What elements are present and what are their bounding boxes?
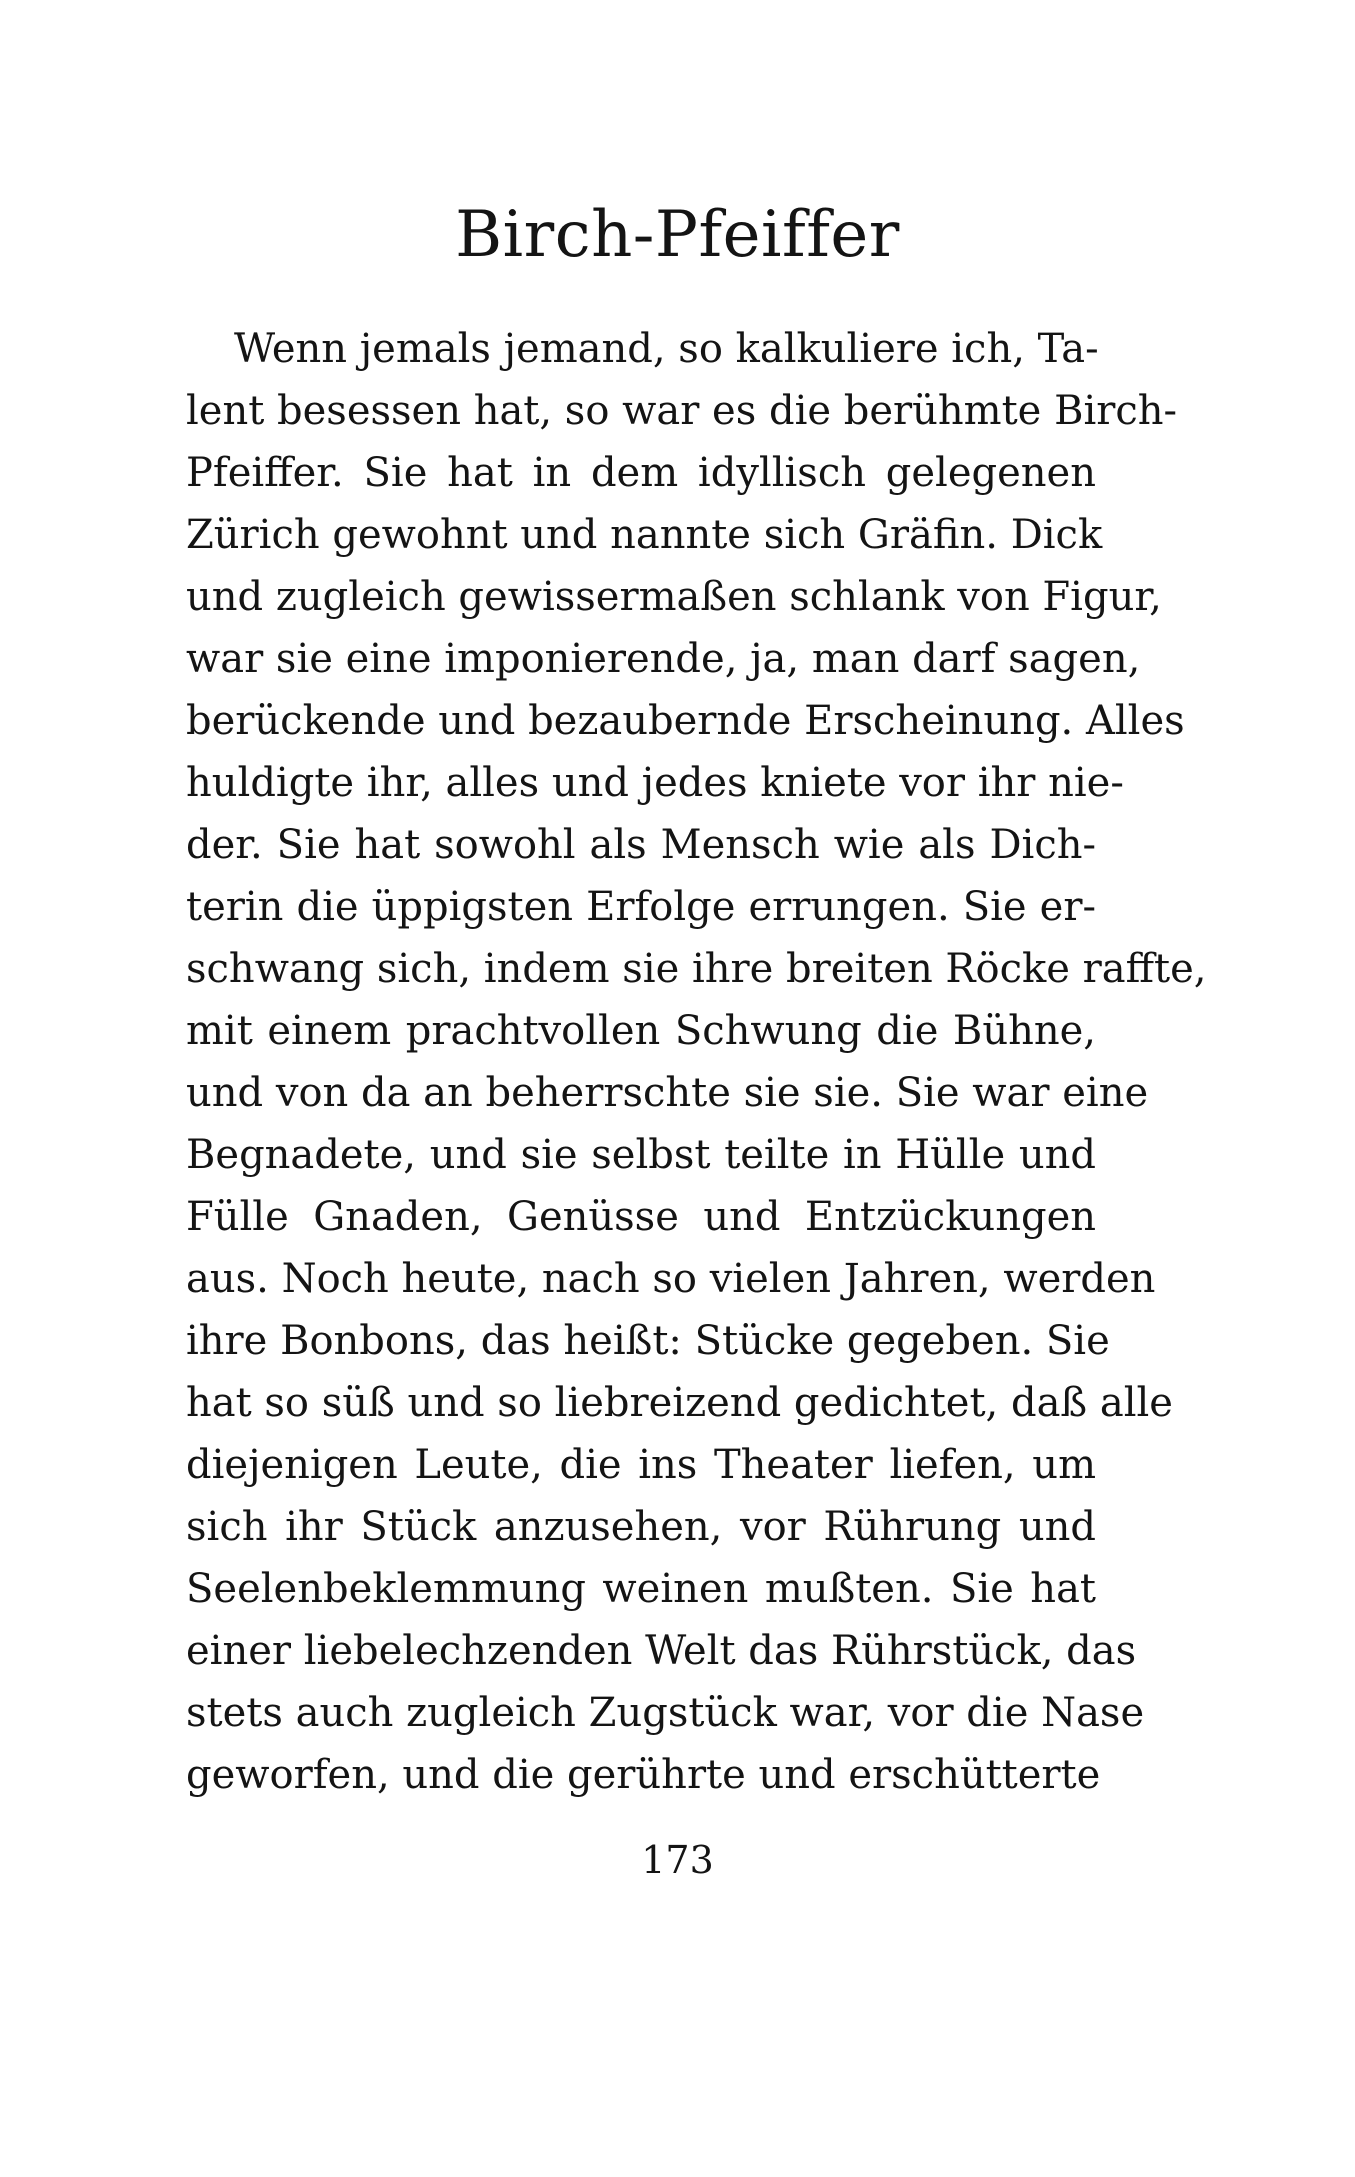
- body-text: [186, 318, 1207, 1806]
- page-number: 173: [641, 1838, 714, 1882]
- text-line: ihre Bonbons, das heißt: Stücke gegeben. Sie: [186, 1318, 1110, 1364]
- text-line: und zugleich gewissermaßen schlank von Figur,: [186, 574, 1162, 620]
- text-line: berückende und bezaubernde Erscheinung. Alles: [186, 698, 1185, 744]
- text-line: diejenigen Leute, die ins Theater liefen, um: [186, 1442, 1096, 1488]
- text-line: und von da an beherrschte sie sie. Sie war eine: [186, 1070, 1149, 1116]
- text-line: sich ihr Stück anzusehen, vor Rührung und: [186, 1504, 1096, 1550]
- text-line: Zürich gewohnt und nannte sich Gräfin. Dick: [186, 512, 1103, 558]
- text-line: einer liebelechzenden Welt das Rührstück, das: [186, 1628, 1137, 1674]
- chapter-title: Birch-Pfeiffer: [455, 198, 900, 272]
- text-line: der. Sie hat sowohl als Mensch wie als Dich-: [186, 822, 1096, 868]
- text-line: stets auch zugleich Zugstück war, vor die Nase: [186, 1690, 1145, 1736]
- text-line: mit einem prachtvollen Schwung die Bühne,: [186, 1008, 1096, 1054]
- text-line: Wenn jemals jemand, so kalkuliere ich, Ta-: [234, 326, 1099, 372]
- text-line: Begnadete, und sie selbst teilte in Hülle und: [186, 1132, 1096, 1178]
- text-line: war sie eine imponierende, ja, man darf sagen,: [186, 636, 1141, 682]
- text-line: Fülle Gnaden, Genüsse und Entzückungen: [186, 1194, 1096, 1240]
- text-line: terin die üppigsten Erfolge errungen. Sie er-: [186, 884, 1096, 930]
- text-line: Seelenbeklemmung weinen mußten. Sie hat: [186, 1566, 1096, 1612]
- text-line: lent besessen hat, so war es die berühmte Birch-: [186, 388, 1178, 434]
- text-line: aus. Noch heute, nach so vielen Jahren, werden: [186, 1256, 1156, 1302]
- text-line: geworfen, und die gerührte und erschütterte: [186, 1752, 1101, 1798]
- text-line: Pfeiffer. Sie hat in dem idyllisch gelegenen: [186, 450, 1096, 496]
- text-line: huldigte ihr, alles und jedes kniete vor ihr nie-: [186, 760, 1124, 806]
- text-line: schwang sich, indem sie ihre breiten Röcke raffte,: [186, 946, 1207, 992]
- text-line: hat so süß und so liebreizend gedichtet, daß alle: [186, 1380, 1173, 1426]
